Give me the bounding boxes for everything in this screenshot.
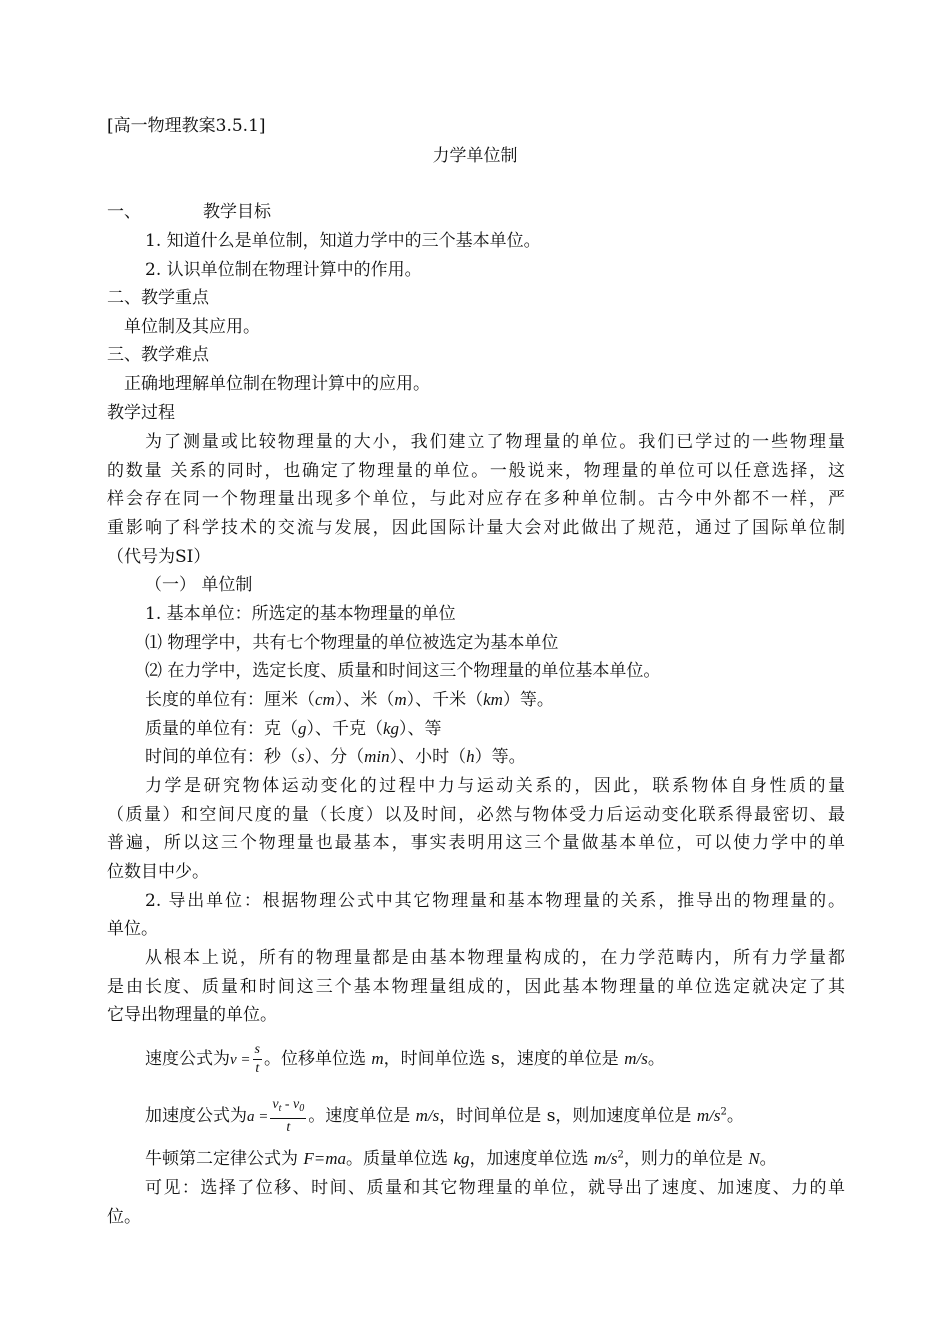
newton-text-2: ，加速度单位选 <box>469 1149 594 1169</box>
unit-cm: cm <box>315 690 335 709</box>
time-suffix: ）等。 <box>474 747 526 767</box>
accel-v0: v <box>293 1097 300 1112</box>
mass-suffix: ）、等 <box>399 719 442 739</box>
unit-s: s <box>298 747 305 766</box>
accel-unit-sup: 2 <box>720 1106 727 1118</box>
accel-unit-ms2: m/s <box>696 1106 721 1125</box>
mass-units <box>145 717 442 741</box>
unit-g: g <box>298 719 307 738</box>
velocity-suffix: 。 <box>647 1049 665 1069</box>
derived-unit-def-cont: 单位。 <box>107 919 158 939</box>
section-3-heading: 三、教学难点 <box>107 345 209 365</box>
accel-unit-ms: m/s <box>415 1106 440 1125</box>
time-units <box>145 745 526 769</box>
acceleration-formula-line <box>145 1096 744 1137</box>
accel-lhs: a = <box>247 1109 269 1125</box>
conclusion-line-1: 可见：选择了位移、时间、质量和其它物理量的单位，就导出了速度、加速度、力的单 <box>145 1178 845 1198</box>
velocity-denominator: t <box>255 1061 260 1076</box>
newton-unit-n: N <box>748 1149 760 1168</box>
mechanics-line-4: 位数目中少。 <box>107 862 209 882</box>
accel-minus: - <box>281 1097 294 1112</box>
mass-prefix: 质量的单位有：克（ <box>145 719 298 739</box>
time-prefix: 时间的单位有：秒（ <box>145 747 298 767</box>
unit-h: h <box>466 747 475 766</box>
length-prefix: 长度的单位有：厘米（ <box>145 690 315 710</box>
velocity-unit-ms: m/s <box>624 1049 648 1068</box>
newton-text-1: 。质量单位选 <box>346 1149 454 1169</box>
section-2-heading: 二、教学重点 <box>107 288 209 308</box>
section-1-heading <box>107 200 271 224</box>
newton-unit-sup: 2 <box>617 1149 624 1161</box>
accel-text-2: ，时间单位是 s，则加速度单位是 <box>439 1106 697 1126</box>
accel-suffix: 。 <box>726 1106 744 1126</box>
length-units <box>145 688 554 712</box>
focus-text: 单位制及其应用。 <box>124 317 260 337</box>
derived-unit-def: 2. 导出单位：根据物理公式中其它物理量和基本物理量的关系，推导出的物理量的。 <box>145 891 845 911</box>
intro-line-2: 的数量 关系的同时，也确定了物理量的单位。一般说来，物理量的单位可以任意选择，这 <box>107 461 845 481</box>
unit-km: km <box>483 690 503 709</box>
derived-line-3: 它导出物理量的单位。 <box>107 1005 277 1025</box>
velocity-unit-m: m <box>371 1049 384 1068</box>
mass-sep-1: ）、千克（ <box>306 719 383 739</box>
unit-kg: kg <box>383 719 400 738</box>
mechanics-line-3: 普遍，所以这三个物理量也最基本，事实表明用这三个量做基本单位，可以使力学中的单 <box>107 833 845 853</box>
accel-vt: v <box>272 1097 279 1112</box>
accel-fraction <box>270 1096 306 1137</box>
mechanics-line-1: 力学是研究物体运动变化的过程中力与运动关系的，因此，联系物体自身性质的量 <box>145 776 845 796</box>
base-unit-item-1: ⑴ 物理学中，共有七个物理量的单位被选定为基本单位 <box>145 633 559 653</box>
length-sep-1: ）、米（ <box>334 690 395 710</box>
length-suffix: ）等。 <box>502 690 554 710</box>
accel-prefix: 加速度公式为 <box>145 1106 247 1126</box>
velocity-text-2: ，时间单位选 s，速度的单位是 <box>383 1049 625 1069</box>
accel-v0-sub: 0 <box>299 1103 305 1114</box>
accel-denominator: t <box>286 1120 291 1135</box>
page-title: 力学单位制 <box>432 146 518 166</box>
time-sep-1: ）、分（ <box>304 747 365 767</box>
doc-tag: [高一物理教案3.5.1] <box>107 116 266 136</box>
newton-formula: F=ma <box>303 1149 347 1168</box>
subsection-heading: （一） 单位制 <box>145 575 253 595</box>
intro-line-3: 样会存在同一个物理量出现多个单位，与此对应存在多种单位制。古今中外都不一样，严 <box>107 489 845 509</box>
unit-min: min <box>364 747 390 766</box>
section-1-number: 一、 <box>107 202 141 222</box>
difficulty-text: 正确地理解单位制在物理计算中的应用。 <box>124 374 430 394</box>
accel-numerator <box>270 1096 306 1119</box>
unit-m: m <box>394 690 407 709</box>
process-heading: 教学过程 <box>107 403 175 423</box>
section-1-label: 教学目标 <box>203 202 271 222</box>
accel-text-1: 。速度单位是 <box>308 1106 416 1126</box>
time-sep-2: ）、小时（ <box>389 747 467 767</box>
newton-suffix: 。 <box>759 1149 777 1169</box>
accel-vt-sub: t <box>278 1103 282 1114</box>
goal-2: 2. 认识单位制在物理计算中的作用。 <box>145 260 422 280</box>
newton-unit-kg: kg <box>453 1149 470 1168</box>
base-unit-item-2: ⑵ 在力学中，选定长度、质量和时间这三个物理量的单位基本单位。 <box>145 661 661 681</box>
derived-line-2: 是由长度、质量和时间这三个基本物理量组成的，因此基本物理量的单位选定就决定了其 <box>107 977 845 997</box>
newton-text-3: ，则力的单位是 <box>623 1149 749 1169</box>
intro-line-4: 重影响了科学技术的交流与发展，因此国际计量大会对此做出了规范，通过了国际单位制 <box>107 518 845 538</box>
velocity-formula-line <box>145 1040 665 1079</box>
velocity-fraction <box>253 1041 262 1078</box>
mechanics-line-2: （质量）和空间尺度的量（长度）以及时间，必然与物体受力后运动变化联系得最密切、最 <box>107 805 845 825</box>
derived-line-1: 从根本上说，所有的物理量都是由基本物理量构成的，在力学范畴内，所有力学量都 <box>145 948 845 968</box>
intro-line-5: （代号为SI） <box>107 547 211 567</box>
goal-1: 1. 知道什么是单位制，知道力学中的三个基本单位。 <box>145 231 541 251</box>
velocity-prefix: 速度公式为 <box>145 1049 230 1069</box>
intro-line-1: 为了测量或比较物理量的大小，我们建立了物理量的单位。我们已学过的一些物理量 <box>145 432 845 452</box>
conclusion-line-2: 位。 <box>107 1207 141 1227</box>
length-sep-2: ）、千米（ <box>406 690 484 710</box>
velocity-text-1: 。位移单位选 <box>263 1049 372 1069</box>
velocity-numerator: s <box>253 1041 262 1060</box>
base-unit-def: 1. 基本单位：所选定的基本物理量的单位 <box>145 604 456 624</box>
newton-line <box>145 1147 777 1171</box>
newton-prefix: 牛顿第二定律公式为 <box>145 1149 304 1169</box>
newton-unit-ms2: m/s <box>593 1149 618 1168</box>
velocity-lhs: v = <box>230 1052 251 1068</box>
